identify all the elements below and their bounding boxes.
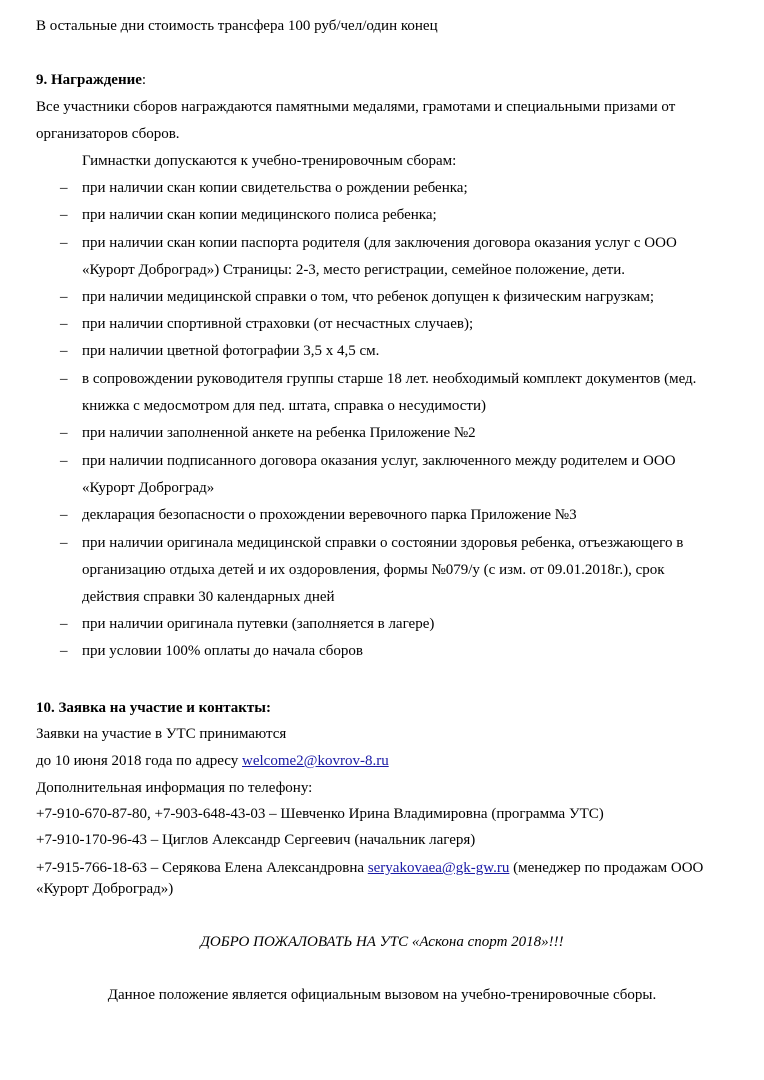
- list-bullet-dash: –: [60, 371, 68, 387]
- seryakova-email-link[interactable]: seryakovaea@gk-gw.ru: [367, 860, 510, 876]
- section10-heading: 10. Заявка на участие и контакты:: [36, 700, 271, 716]
- admission-intro: Гимнастки допускаются к учебно-тренировочным сборам:: [82, 153, 457, 169]
- section9-heading-row: [36, 70, 728, 90]
- list-item: при наличии скан копии медицинского полиса ребенка;: [82, 207, 437, 223]
- list-bullet-dash: –: [60, 453, 68, 469]
- transfer-cost-line: В остальные дни стоимость трансфера 100 руб/чел/один конец: [36, 18, 438, 34]
- list-item: при наличии цветной фотографии 3,5 х 4,5 см.: [82, 343, 380, 359]
- section9-heading: 9. Награждение: [36, 72, 142, 88]
- list-bullet-dash: –: [60, 616, 68, 632]
- list-bullet-dash: –: [60, 507, 68, 523]
- list-item: «Курорт Доброград»: [82, 480, 215, 496]
- closing-statement: Данное положение является официальным вызовом на учебно-тренировочные сборы.: [107, 987, 657, 1003]
- list-item: при наличии скан копии свидетельства о рождении ребенка;: [82, 180, 468, 196]
- list-item: книжка с медосмотром для пед. штата, справка о несудимости): [82, 398, 487, 414]
- deadline-line: [36, 751, 728, 771]
- list-bullet-dash: –: [60, 535, 68, 551]
- list-item: при наличии подписанного договора оказания услуг, заключенного между родителем и ООО: [82, 453, 676, 469]
- list-bullet-dash: –: [60, 316, 68, 332]
- list-item: при наличии оригинала медицинской справки о состоянии здоровья ребенка, отъезжающего в: [82, 535, 684, 551]
- list-item: при условии 100% оплаты до начала сборов: [82, 643, 363, 659]
- list-item: действия справки 30 календарных дней: [82, 589, 335, 605]
- list-bullet-dash: –: [60, 343, 68, 359]
- list-item: при наличии спортивной страховки (от несчастных случаев);: [82, 316, 474, 332]
- list-item: организацию отдыха детей и их оздоровления, формы №079/у (с изм. от 09.01.2018г.), срок: [82, 562, 665, 578]
- contact-seryakova-line2: «Курорт Доброград»): [36, 881, 174, 897]
- list-item: декларация безопасности о прохождении веревочного парка Приложение №3: [82, 507, 577, 523]
- list-bullet-dash: –: [60, 425, 68, 441]
- contact-seryakova: [36, 858, 728, 878]
- list-bullet-dash: –: [60, 180, 68, 196]
- contact-seryakova-text: +7-915-766-18-63 – Серякова Елена Александровна: [36, 860, 368, 876]
- list-item: при наличии медицинской справки о том, что ребенок допущен к физическим нагрузкам;: [82, 289, 655, 305]
- phone-info-line: Дополнительная информация по телефону:: [36, 780, 313, 796]
- list-item: при наличии заполненной анкете на ребенка Приложение №2: [82, 425, 476, 441]
- list-bullet-dash: –: [60, 289, 68, 305]
- contact-tsiglov: +7-910-170-96-43 – Циглов Александр Сергеевич (начальник лагеря): [36, 832, 476, 848]
- deadline-text: до 10 июня 2018 года по адресу: [36, 753, 242, 769]
- list-bullet-dash: –: [60, 235, 68, 251]
- section9-heading-colon: :: [141, 72, 147, 88]
- list-item: «Курорт Доброград») Страницы: 2-3, место регистрации, семейное положение, дети.: [82, 262, 625, 278]
- list-item: при наличии оригинала путевки (заполняется в лагере): [82, 616, 435, 632]
- list-bullet-dash: –: [60, 207, 68, 223]
- application-email-link[interactable]: welcome2@kovrov-8.ru: [242, 753, 389, 769]
- section9-paragraph-line2: организаторов сборов.: [36, 126, 180, 142]
- application-line: Заявки на участие в УТС принимаются: [36, 726, 287, 742]
- list-item: при наличии скан копии паспорта родителя (для заключения договора оказания услуг с ООО: [82, 235, 677, 251]
- list-bullet-dash: –: [60, 643, 68, 659]
- section9-paragraph-line1: Все участники сборов награждаются памятными медалями, грамотами и специальными призами от: [36, 99, 676, 115]
- list-item: в сопровождении руководителя группы старше 18 лет. необходимый комплект документов (мед.: [82, 371, 697, 387]
- contact-seryakova-role: (менеджер по продажам ООО: [509, 860, 704, 876]
- contact-shevchenko: +7-910-670-87-80, +7-903-648-43-03 – Шевченко Ирина Владимировна (программа УТС): [36, 806, 604, 822]
- welcome-banner: ДОБРО ПОЖАЛОВАТЬ НА УТС «Аскона спорт 2018»!!!: [200, 934, 564, 950]
